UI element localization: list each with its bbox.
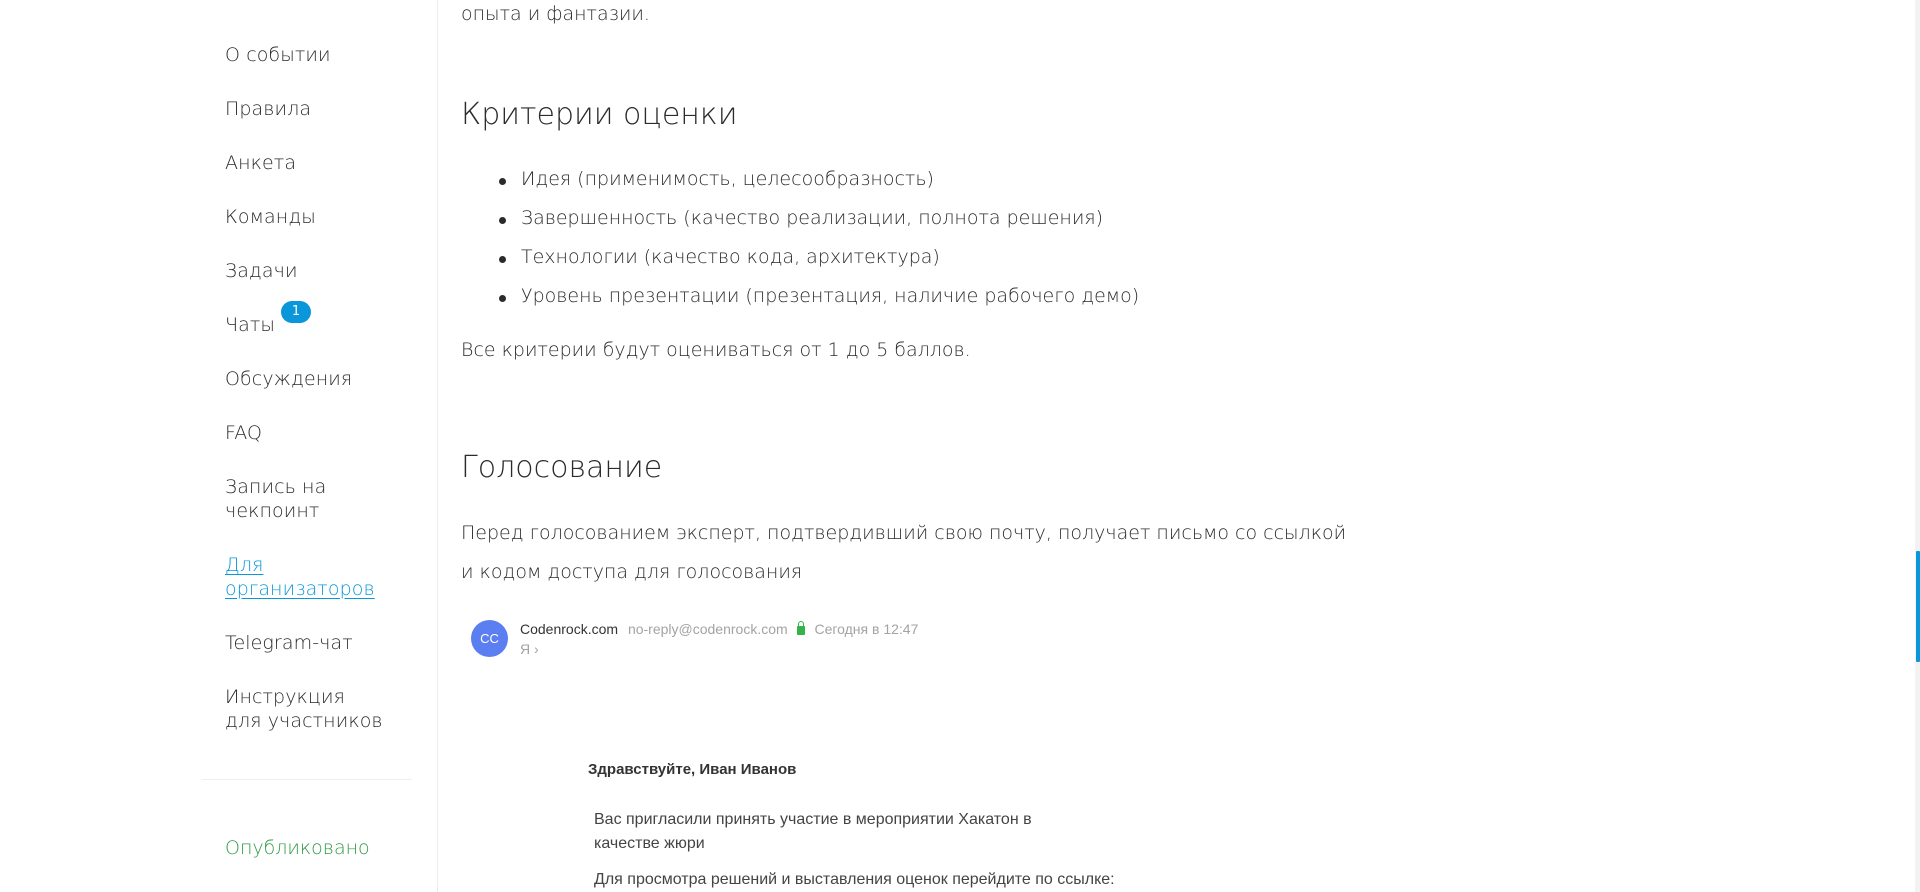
email-screenshot (461, 610, 1361, 892)
sidebar-item-checkpoint[interactable]: Запись на чекпоинт (225, 476, 327, 522)
sidebar-item-discussions[interactable]: Обсуждения (225, 368, 353, 390)
email-body-link-prompt: Для просмотра решений и выставления оценок перейдите по ссылке: (594, 871, 1115, 888)
sidebar-item-tasks[interactable]: Задачи (225, 260, 298, 282)
sender-email: no-reply@codenrock.com (627, 621, 788, 637)
sidebar-item-teams[interactable]: Команды (225, 206, 316, 228)
sidebar-item-faq[interactable]: FAQ (225, 422, 263, 444)
email-recipient: Я › (520, 641, 539, 657)
avatar: CC (471, 620, 508, 657)
unread-badge: 1 (281, 301, 311, 323)
sidebar-item-instructions[interactable]: Инструкция для участников (225, 686, 383, 732)
voting-heading: Голосование (461, 450, 663, 485)
criteria-note: Все критерии будут оцениваться от 1 до 5 баллов. (461, 339, 971, 361)
list-item: Уровень презентации (презентация, наличие рабочего демо) (461, 280, 1139, 319)
sidebar-item-rules[interactable]: Правила (225, 98, 312, 120)
voting-text: Перед голосованием эксперт, подтвердивший свою почту, получает письмо со ссылкой и кодом доступа для голосования (461, 522, 1347, 583)
sidebar (0, 0, 438, 892)
criteria-list (461, 163, 1139, 319)
scrollbar-thumb[interactable] (1916, 551, 1920, 662)
sender-name: Codenrock.com (520, 621, 619, 637)
sidebar-item-chats-label: Чаты (225, 314, 276, 336)
list-item: Технологии (качество кода, архитектура) (461, 241, 1139, 280)
email-body (594, 808, 1214, 892)
paragraph-top: опыта и фантазии. (461, 3, 650, 25)
email-body-invite: Вас пригласили принять участие в мероприятии Хакатон в качестве жюри (594, 811, 1032, 852)
email-date: Сегодня в 12:47 (814, 621, 919, 637)
lock-icon (797, 626, 805, 635)
email-greeting: Здравствуйте, Иван Иванов (588, 761, 797, 778)
email-sender-line (520, 620, 918, 638)
scrollbar-track[interactable] (1915, 0, 1920, 892)
sidebar-item-form[interactable]: Анкета (225, 152, 297, 174)
sidebar-divider (202, 779, 412, 780)
criteria-heading: Критерии оценки (461, 97, 738, 132)
list-item: Идея (применимость, целесообразность) (461, 163, 1139, 202)
sidebar-item-about[interactable]: О событии (225, 44, 331, 66)
sidebar-item-organizers[interactable]: Для организаторов (225, 554, 375, 600)
list-item: Завершенность (качество реализации, полнота решения) (461, 202, 1139, 241)
sidebar-item-telegram[interactable]: Telegram-чат (225, 632, 353, 654)
status-published: Опубликовано (225, 837, 370, 859)
sidebar-item-chats[interactable] (225, 304, 301, 337)
